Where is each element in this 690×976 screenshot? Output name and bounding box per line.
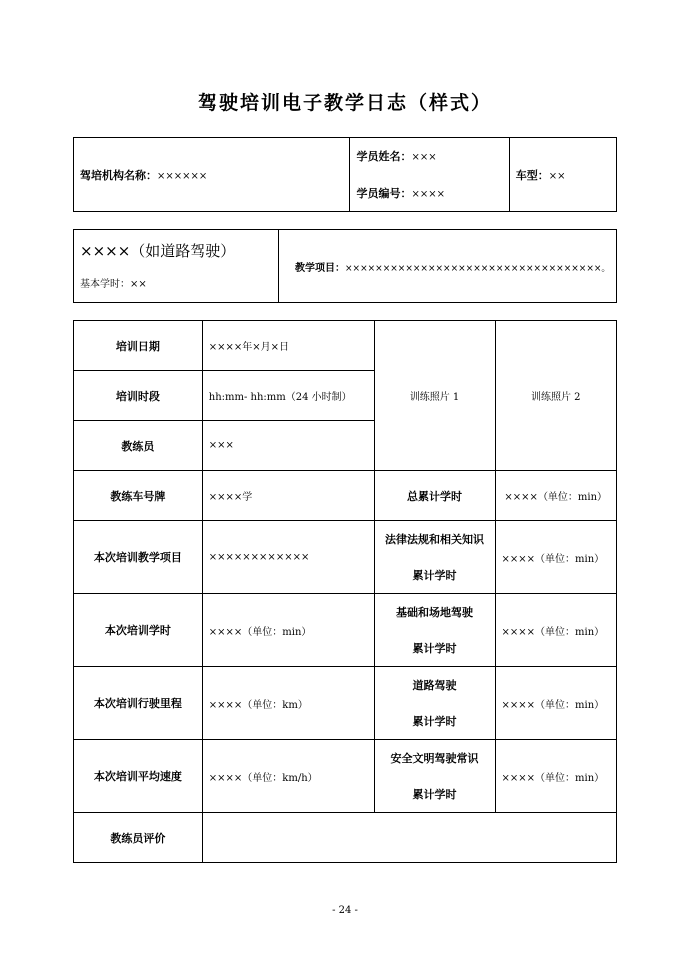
training-period-value: hh:mm- hh:mm（24 小时制） <box>202 371 374 421</box>
safety-label-2: 累计学时 <box>412 788 457 801</box>
student-id-value: ×××× <box>411 188 445 200</box>
photo2-cell: 训练照片 2 <box>495 321 617 471</box>
mileage-value: ××××（单位：km） <box>202 667 374 740</box>
road-label-cell <box>374 667 495 740</box>
total-hours-label: 总累计学时 <box>374 471 495 521</box>
car-type-cell <box>509 138 616 212</box>
project-value: ××××××××××××××××××××××××××××××××××。 <box>345 263 611 274</box>
training-period-label: 培训时段 <box>74 371 203 421</box>
course-table <box>73 229 617 303</box>
evaluation-value[interactable] <box>202 813 616 863</box>
road-label-2: 累计学时 <box>412 715 457 728</box>
safety-label-1: 安全文明驾驶常识 <box>390 752 479 765</box>
base-hours-label: 基本学时： <box>80 279 130 290</box>
student-name-value: ××× <box>411 152 437 164</box>
header-table <box>73 137 617 212</box>
coach-value: ××× <box>202 421 374 471</box>
project-cell <box>279 230 617 303</box>
training-date-value: ××××年×月×日 <box>202 321 374 371</box>
basic-label-2: 累计学时 <box>412 642 457 655</box>
plate-value: ××××学 <box>202 471 374 521</box>
car-type-value: ×× <box>548 170 566 182</box>
law-label-cell <box>374 521 495 594</box>
car-type-label: 车型： <box>515 168 549 182</box>
training-date-label: 培训日期 <box>74 321 203 371</box>
safety-value: ××××（单位：min） <box>495 740 617 813</box>
session-project-label: 本次培训教学项目 <box>74 521 203 594</box>
speed-label: 本次培训平均速度 <box>74 740 203 813</box>
student-id-cell <box>350 175 509 212</box>
law-label-2: 累计学时 <box>412 569 457 582</box>
student-id-label: 学员编号： <box>356 186 412 200</box>
evaluation-label: 教练员评价 <box>74 813 203 863</box>
log-table <box>73 320 617 863</box>
basic-value: ××××（单位：min） <box>495 594 617 667</box>
speed-value: ××××（单位：km/h） <box>202 740 374 813</box>
org-cell <box>74 138 350 212</box>
plate-label: 教练车号牌 <box>74 471 203 521</box>
law-label-1: 法律法规和相关知识 <box>385 533 485 546</box>
course-name: ××××（如道路驾驶） <box>80 242 236 260</box>
org-label: 驾培机构名称： <box>80 168 157 182</box>
course-cell <box>74 230 279 303</box>
org-value: ×××××× <box>157 170 208 182</box>
mileage-label: 本次培训行驶里程 <box>74 667 203 740</box>
session-hours-label: 本次培训学时 <box>74 594 203 667</box>
student-name-cell <box>350 138 509 175</box>
road-value: ××××（单位：min） <box>495 667 617 740</box>
photo1-cell: 训练照片 1 <box>374 321 495 471</box>
road-label-1: 道路驾驶 <box>412 679 457 692</box>
basic-label-1: 基础和场地驾驶 <box>396 606 474 619</box>
session-project-value: ×××××××××××× <box>202 521 374 594</box>
session-hours-value: ××××（单位：min） <box>202 594 374 667</box>
safety-label-cell <box>374 740 495 813</box>
basic-label-cell <box>374 594 495 667</box>
page-title: 驾驶培训电子教学日志（样式） <box>197 92 492 114</box>
total-hours-value: ××××（单位：min） <box>495 471 617 521</box>
project-label: 教学项目： <box>295 262 345 274</box>
base-hours-value: ×× <box>130 279 147 290</box>
law-value: ××××（单位：min） <box>495 521 617 594</box>
coach-label: 教练员 <box>74 421 203 471</box>
student-name-label: 学员姓名： <box>356 150 412 164</box>
page-number: - 24 - <box>332 905 358 916</box>
